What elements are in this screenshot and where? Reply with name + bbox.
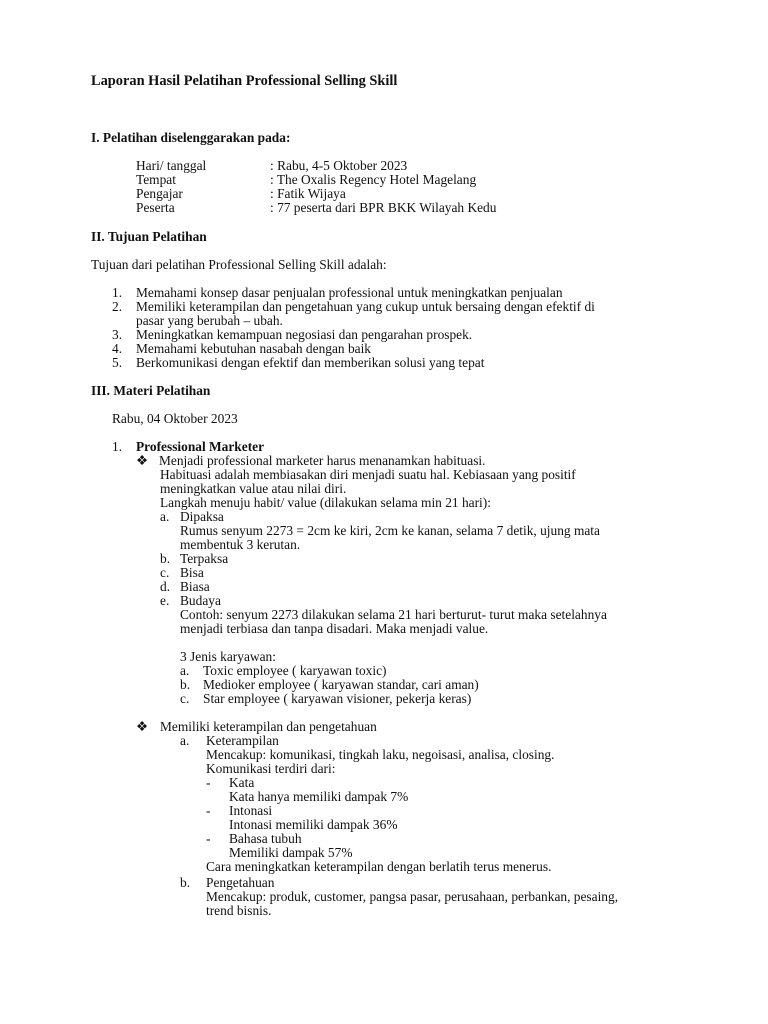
employee-type-marker: b. <box>180 677 191 692</box>
communication-item: Bahasa tubuh <box>229 831 302 846</box>
subsection-text: trend bisnis. <box>206 903 272 918</box>
goal-text: Berkomunikasi dengan efektif dan memberikan solusi yang tepat <box>136 355 485 370</box>
bullet-text: Memiliki keterampilan dan pengetahuan <box>160 719 377 734</box>
step-marker: c. <box>160 565 170 580</box>
communication-item: Kata <box>229 775 255 790</box>
subsection-label: Keterampilan <box>206 733 279 748</box>
subsection-text: Komunikasi terdiri dari: <box>206 761 336 776</box>
step-marker: b. <box>160 551 171 566</box>
subsection-label: Pengetahuan <box>206 875 275 890</box>
topic-number: 1. <box>112 439 123 454</box>
topic-title: Professional Marketer <box>136 439 265 454</box>
goal-number: 5. <box>112 355 123 370</box>
communication-detail: Kata hanya memiliki dampak 7% <box>229 789 409 804</box>
goal-text: Memiliki keterampilan dan pengetahuan yang cukup untuk bersaing dengan efektif di <box>136 299 595 314</box>
step-detail: Rumus senyum 2273 = 2cm ke kiri, 2cm ke kanan, selama 7 detik, ujung mata <box>180 523 600 538</box>
subsection-marker: b. <box>180 875 191 890</box>
step-detail: Contoh: senyum 2273 dilakukan selama 21 hari berturut- turut maka setelahnya <box>180 607 607 622</box>
communication-detail: Memiliki dampak 57% <box>229 845 353 860</box>
document-title: Laporan Hasil Pelatihan Professional Selling Skill <box>91 73 398 89</box>
step-label: Dipaksa <box>180 509 224 524</box>
goal-number: 4. <box>112 341 123 356</box>
step-marker: e. <box>160 593 170 608</box>
info-label-trainer: Pengajar <box>136 186 183 201</box>
subsection-text: Mencakup: komunikasi, tingkah laku, negoisasi, analisa, closing. <box>206 747 555 762</box>
bullet-text: Menjadi professional marketer harus menanamkan habituasi. <box>159 453 486 468</box>
communication-detail: Intonasi memiliki dampak 36% <box>229 817 398 832</box>
step-detail: membentuk 3 kerutan. <box>180 537 301 552</box>
step-label: Bisa <box>180 565 204 580</box>
goal-text-continued: pasar yang berubah – ubah. <box>136 313 283 328</box>
training-date: Rabu, 04 Oktober 2023 <box>112 411 238 426</box>
step-marker: d. <box>160 579 171 594</box>
diamond-bullet-icon: ❖ <box>136 453 149 468</box>
step-detail: menjadi terbiasa dan tanpa disadari. Maka menjadi value. <box>180 621 489 636</box>
section-2-heading: II. Tujuan Pelatihan <box>91 229 207 244</box>
info-label-place: Tempat <box>136 172 176 187</box>
goal-number: 3. <box>112 327 123 342</box>
diamond-bullet-icon: ❖ <box>136 719 149 734</box>
info-label-date: Hari/ tanggal <box>136 158 207 173</box>
dash-marker: - <box>206 831 211 846</box>
goal-text: Memahami konsep dasar penjualan professional untuk meningkatkan penjualan <box>136 285 563 300</box>
info-label-participants: Peserta <box>136 200 175 215</box>
step-label: Budaya <box>180 593 221 608</box>
steps-intro: Langkah menuju habit/ value (dilakukan selama min 21 hari): <box>160 495 491 510</box>
goal-text: Memahami kebutuhan nasabah dengan baik <box>136 341 372 356</box>
communication-item: Intonasi <box>229 803 273 818</box>
subsection-marker: a. <box>180 733 190 748</box>
employee-type-marker: c. <box>180 691 190 706</box>
info-value-participants: : 77 peserta dari BPR BKK Wilayah Kedu <box>270 200 497 215</box>
employee-type-marker: a. <box>180 663 190 678</box>
goal-number: 2. <box>112 299 123 314</box>
step-marker: a. <box>160 509 170 524</box>
info-value-place: : The Oxalis Regency Hotel Magelang <box>270 172 477 187</box>
employee-type: Medioker employee ( karyawan standar, cari aman) <box>203 677 479 692</box>
section-1-heading: I. Pelatihan diselenggarakan pada: <box>91 130 291 145</box>
step-label: Biasa <box>180 579 210 594</box>
info-value-date: : Rabu, 4-5 Oktober 2023 <box>270 158 408 173</box>
employee-type: Star employee ( karyawan visioner, pekerja keras) <box>203 691 472 706</box>
paragraph-line: Habituasi adalah membiasakan diri menjadi suatu hal. Kebiasaan yang positif <box>160 467 576 482</box>
employee-types-intro: 3 Jenis karyawan: <box>180 649 276 664</box>
goal-text: Meningkatkan kemampuan negosiasi dan pengarahan prospek. <box>136 327 473 342</box>
info-value-trainer: : Fatik Wijaya <box>270 186 346 201</box>
employee-type: Toxic employee ( karyawan toxic) <box>203 663 387 678</box>
section-3-heading: III. Materi Pelatihan <box>91 383 211 398</box>
subsection-text: Cara meningkatkan keterampilan dengan berlatih terus menerus. <box>206 859 552 874</box>
goal-number: 1. <box>112 285 123 300</box>
dash-marker: - <box>206 775 211 790</box>
section-2-intro: Tujuan dari pelatihan Professional Selling Skill adalah: <box>91 257 387 272</box>
dash-marker: - <box>206 803 211 818</box>
step-label: Terpaksa <box>180 551 229 566</box>
subsection-text: Mencakup: produk, customer, pangsa pasar, perusahaan, perbankan, pesaing, <box>206 889 619 904</box>
paragraph-line: meningkatkan value atau nilai diri. <box>160 481 347 496</box>
